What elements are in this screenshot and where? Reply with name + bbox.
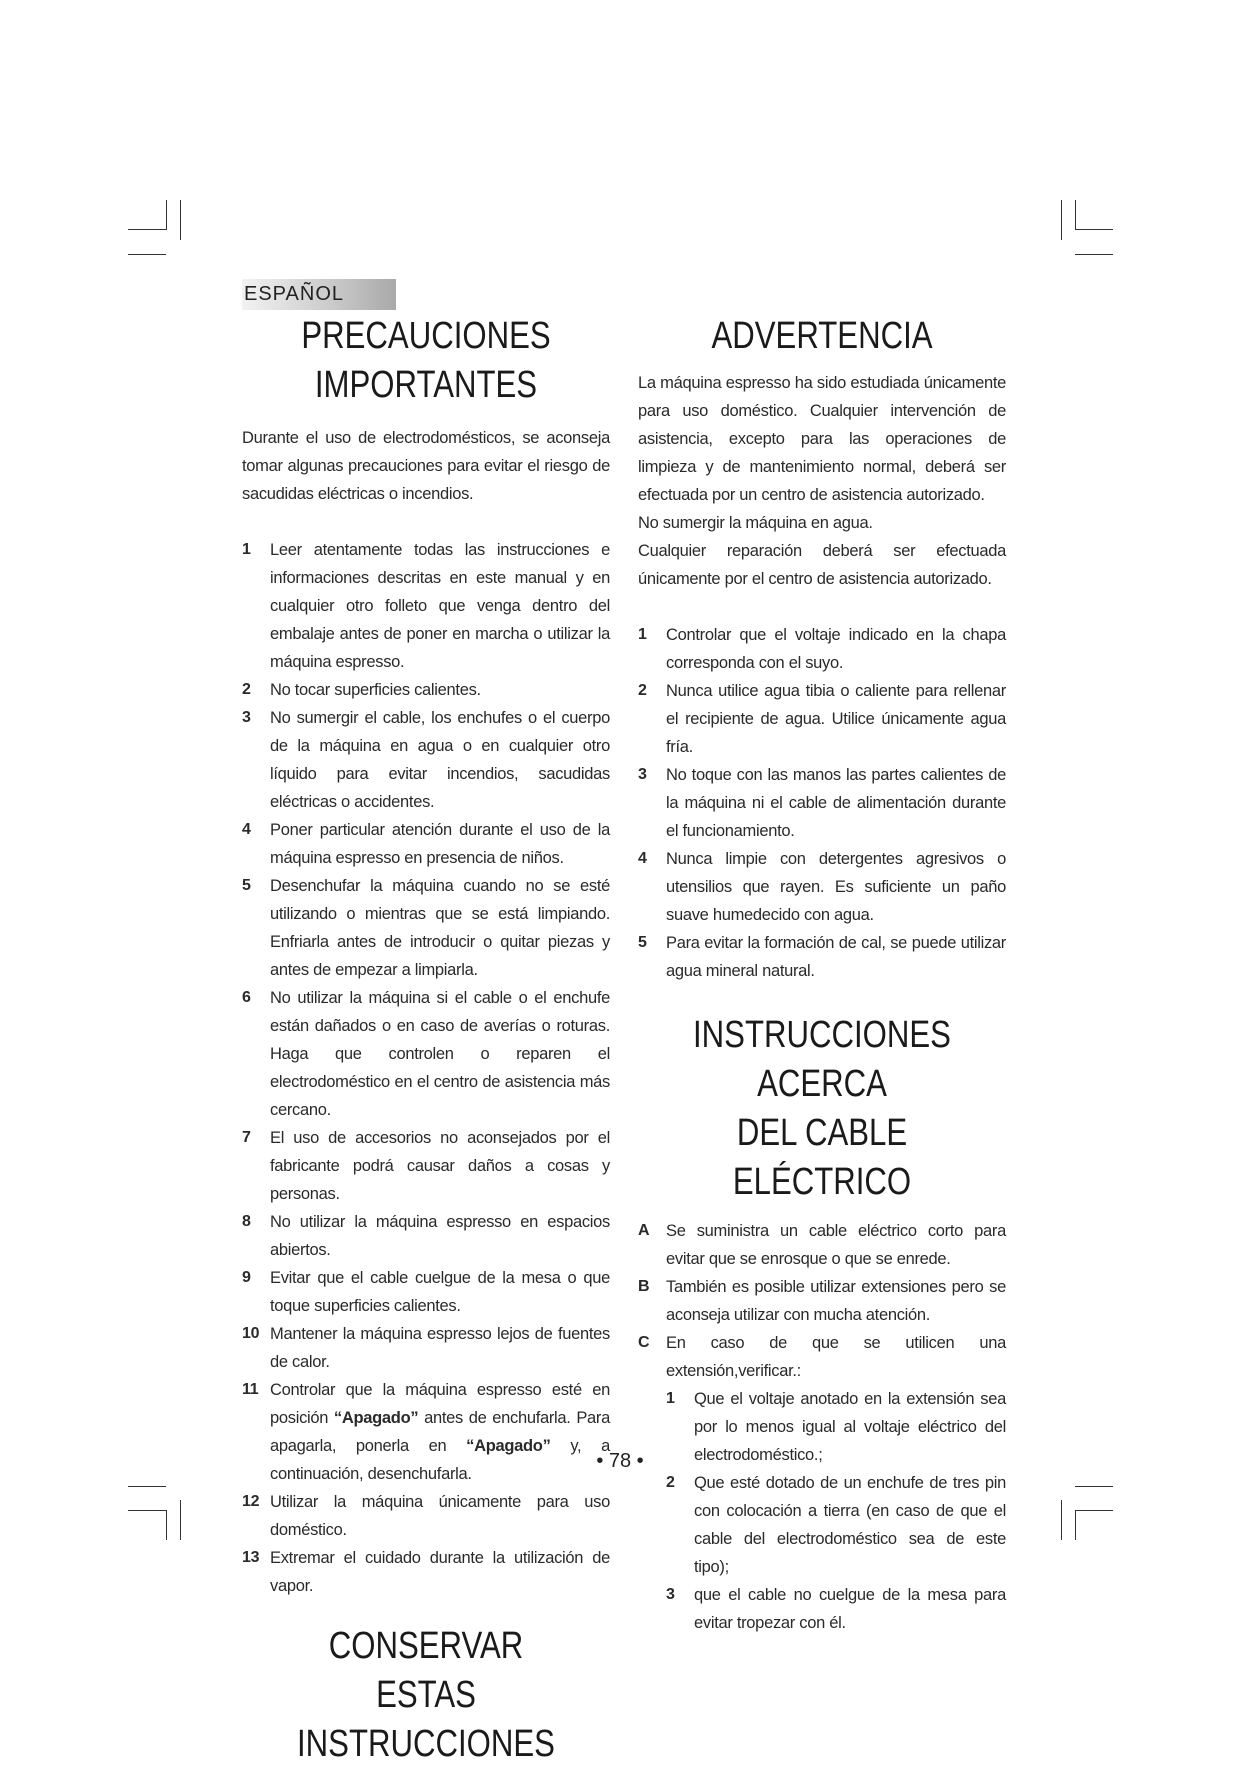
section-title-precauciones: PRECAUCIONES IMPORTANTES bbox=[301, 315, 551, 406]
crop-mark bbox=[128, 229, 166, 230]
list-item: 3 No sumergir el cable, los enchufes o el cuerpo de la máquina en agua o en cualquier otro líquido para evitar incendios, sacudidas eléctricas o accidentes. bbox=[242, 709, 610, 811]
list-item: 11 Controlar que la máquina espresso esté en posición “Apagado” antes de enchufarla. Para apagarla, ponerla en “Apagado” y, a continuación, desenchufarla. bbox=[242, 1381, 610, 1483]
crop-mark bbox=[1075, 1510, 1113, 1511]
list-item: 2 Que esté dotado de un enchufe de tres pin con colocación a tierra (en caso de que el cable del electrodoméstico sea de este tipo); bbox=[666, 1474, 1006, 1576]
warning-paragraph: La máquina espresso ha sido estudiada únicamente para uso doméstico. Cualquier intervención de asistencia, excepto para las operaciones de limpieza y de mantenimiento normal, deberá ser efectuada por un centro de asistencia autorizado. bbox=[638, 374, 1006, 504]
crop-mark bbox=[1061, 200, 1062, 240]
crop-mark bbox=[1075, 200, 1076, 230]
list-item: 12 Utilizar la máquina únicamente para uso doméstico. bbox=[242, 1493, 610, 1539]
list-item: 13 Extremar el cuidado durante la utilización de vapor. bbox=[242, 1549, 610, 1595]
list-item: 8 No utilizar la máquina espresso en espacios abiertos. bbox=[242, 1213, 610, 1259]
intro-paragraph: Durante el uso de electrodomésticos, se aconseja tomar algunas precauciones para evitar el riesgo de sacudidas eléctricas o incendios. bbox=[242, 429, 610, 503]
crop-mark bbox=[180, 1500, 181, 1540]
crop-mark bbox=[1061, 1500, 1062, 1540]
closing-title: CONSERVAR ESTAS INSTRUCCIONES bbox=[297, 1625, 555, 1765]
crop-mark bbox=[1075, 229, 1113, 230]
list-item: 3 que el cable no cuelgue de la mesa para evitar tropezar con él. bbox=[666, 1586, 1006, 1632]
crop-mark bbox=[128, 1510, 166, 1511]
list-item: 5 Desenchufar la máquina cuando no se esté utilizando o mientras que se está limpiando. Enfriarla antes de introducir o quitar piezas y antes de empezar a limpiarla. bbox=[242, 877, 610, 979]
precautions-list bbox=[242, 536, 610, 1600]
section-title-cable: INSTRUCCIONES ACERCA DEL CABLE ELÉCTRICO bbox=[693, 1014, 951, 1203]
left-column bbox=[242, 312, 610, 1769]
warning-list bbox=[638, 621, 1006, 985]
crop-mark bbox=[1075, 1510, 1076, 1540]
list-item: 1 Controlar que el voltaje indicado en la chapa corresponda con el suyo. bbox=[638, 626, 1006, 672]
list-item: 5 Para evitar la formación de cal, se puede utilizar agua mineral natural. bbox=[638, 934, 1006, 980]
list-item: 4 Poner particular atención durante el uso de la máquina espresso en presencia de niños. bbox=[242, 821, 610, 867]
list-item: 10 Mantener la máquina espresso lejos de fuentes de calor. bbox=[242, 1325, 610, 1371]
list-item: 6 No utilizar la máquina si el cable o el enchufe están dañados o en caso de averías o roturas. Haga que controlen o reparen el electrodoméstico en el centro de asistencia más cercano. bbox=[242, 989, 610, 1119]
crop-mark bbox=[180, 200, 181, 240]
list-item: C En caso de que se utilicen una extensión,verificar.: bbox=[638, 1334, 1006, 1380]
list-item: 4 Nunca limpie con detergentes agresivos o utensilios que rayen. Es suficiente un paño suave humedecido con agua. bbox=[638, 850, 1006, 924]
crop-mark bbox=[166, 1510, 167, 1540]
list-item: B También es posible utilizar extensiones pero se aconseja utilizar con mucha atención. bbox=[638, 1278, 1006, 1324]
crop-mark bbox=[128, 1486, 166, 1487]
list-item: 2 No tocar superficies calientes. bbox=[242, 681, 481, 699]
cable-list bbox=[638, 1217, 1006, 1385]
language-tab bbox=[242, 279, 396, 310]
crop-mark bbox=[1075, 1486, 1113, 1487]
crop-mark bbox=[1075, 254, 1113, 255]
list-item: 7 El uso de accesorios no aconsejados por el fabricante podrá causar daños a cosas y personas. bbox=[242, 1129, 610, 1203]
crop-mark bbox=[128, 254, 166, 255]
list-item: 2 Nunca utilice agua tibia o caliente para rellenar el recipiente de agua. Utilice únicamente agua fría. bbox=[638, 682, 1006, 756]
list-item: 3 No toque con las manos las partes calientes de la máquina ni el cable de alimentación durante el funcionamiento. bbox=[638, 766, 1006, 840]
cable-sub-list bbox=[638, 1385, 1006, 1637]
list-item: 1 Leer atentamente todas las instrucciones e informaciones descritas en este manual y en cualquier otro folleto que venga dentro del embalaje antes de poner en marcha o utilizar la máquina espresso. bbox=[242, 541, 610, 671]
list-item: 9 Evitar que el cable cuelgue de la mesa o que toque superficies calientes. bbox=[242, 1269, 610, 1315]
list-item: A Se suministra un cable eléctrico corto para evitar que se enrosque o que se enrede. bbox=[638, 1222, 1006, 1268]
warning-paragraph: Cualquier reparación deberá ser efectuada únicamente por el centro de asistencia autorizado. bbox=[638, 542, 1006, 588]
right-column bbox=[638, 312, 1006, 1637]
warning-paragraph: No sumergir la máquina en agua. bbox=[638, 514, 873, 532]
page-number: • 78 • bbox=[596, 1450, 644, 1472]
language-label: ESPAÑOL bbox=[244, 283, 344, 305]
section-title-advertencia: ADVERTENCIA bbox=[711, 315, 933, 357]
crop-mark bbox=[166, 200, 167, 230]
list-item: 1 Que el voltaje anotado en la extensión sea por lo menos igual al voltaje eléctrico del electrodoméstico.; bbox=[666, 1390, 1006, 1464]
